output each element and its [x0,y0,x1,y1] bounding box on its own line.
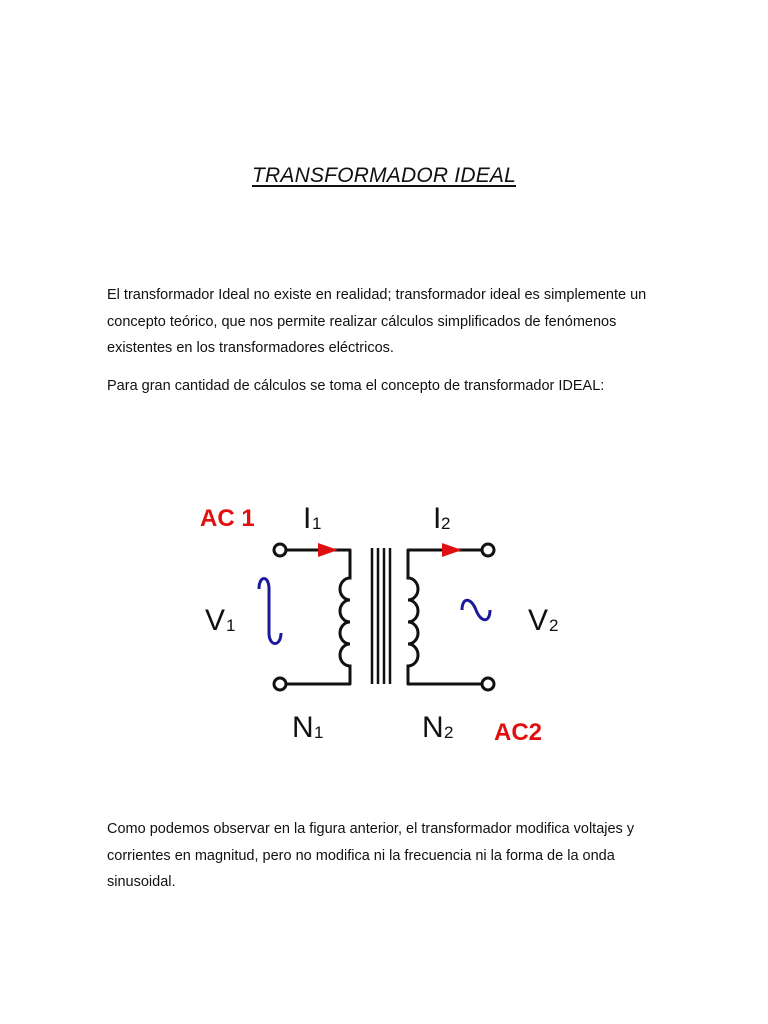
n2-label [422,711,453,744]
paragraph-lead-in: Para gran cantidad de cálculos se toma el concepto de transformador IDEAL: [107,378,605,394]
page-title: TRANSFORMADOR IDEAL [252,164,516,187]
ac2-label: AC2 [494,719,543,746]
i2-label [433,502,450,535]
v2-sine-icon [462,600,490,620]
svg-text:1: 1 [312,514,322,533]
i1-label [303,502,321,535]
v1-sine-icon [259,579,281,644]
svg-text:2: 2 [549,616,559,635]
svg-text:2: 2 [441,514,451,533]
svg-text:N: N [292,711,314,744]
svg-text:2: 2 [444,723,454,742]
terminal-primary-top [274,544,286,556]
transformer-core [372,548,390,684]
v2-label [528,604,558,637]
svg-text:N: N [422,711,444,744]
svg-text:V: V [205,604,226,637]
primary-coil [340,550,350,684]
terminal-primary-bottom [274,678,286,690]
transformer-diagram [190,492,570,754]
svg-text:1: 1 [314,723,324,742]
svg-text:I: I [433,502,442,535]
i1-arrow [318,543,338,557]
i2-arrow [442,543,462,557]
svg-text:V: V [528,604,549,637]
svg-text:1: 1 [226,616,236,635]
svg-text:I: I [303,502,312,535]
paragraph-conclusion: Como podemos observar en la figura anterior, el transformador modifica voltajes y corrientes en magnitud, pero no modifica ni la frecuencia ni la forma de la onda sinusoidal. [107,821,635,890]
terminal-secondary-bottom [482,678,494,690]
n1-label [292,711,323,744]
v1-label [205,604,235,637]
paragraph-intro: El transformador Ideal no existe en realidad; transformador ideal es simplemente un concepto teórico, que nos permite realizar cálculos simplificados de fenómenos existentes en los transformadores eléctricos. [107,287,647,356]
secondary-coil [408,550,418,684]
ac1-label: AC 1 [200,505,255,532]
terminal-secondary-top [482,544,494,556]
